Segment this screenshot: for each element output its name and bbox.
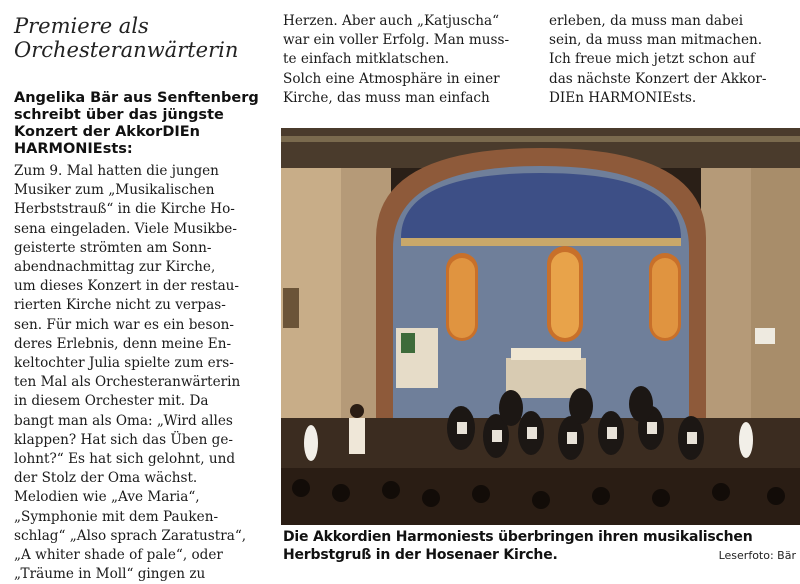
article-body-column-3: erleben, da muss man dabei sein, da muss man mitmachen. Ich freue mich jetzt schon auf das nächste Konzert der Akkor- DIEn HARMONIEsts.	[549, 13, 767, 106]
article-headline: Premiere als Orchesteranwärterin	[14, 14, 239, 62]
concert-photo	[281, 128, 800, 525]
article-body-column-2: Herzen. Aber auch „Katjuscha“ war ein voller Erfolg. Man muss- te einfach mitklatschen. Solch eine Atmosphäre in einer Kirche, das muss man einfach	[283, 13, 510, 106]
photo-caption: Die Akkordien Harmoniests überbringen ihren musikalischen Herbstgruß in der Hosenaer Kirche.	[283, 529, 753, 563]
article-body-column-1: Zum 9. Mal hatten die jungen Musiker zum „Musikalischen Herbststrauß“ in die Kirche Ho- sena eingeladen. Viele Musikbe- geisterte strömten am Sonn- abendnachmittag zur Kirche, um dieses Konzert in der restau- rierten Kirche nicht zu verpas- sen. Für mich war es ein beson- deres Erlebnis, denn meine En- keltochter Julia spielte zum ers- ten Mal als Orchesteranwärterin in diesem Orchester mit. Da bangt man als Oma: „Wird alles klappen? Hat sich das Üben ge- lohnt?“ Es hat sich gelohnt, und der Stolz der Oma wächst. Melodien wie „Ave Maria“, „Symphonie mit dem Pauken- schlag“ „Also sprach Zaratustra“, „A whiter shade of pale“, oder „Träume in Moll“ gingen zu	[14, 163, 247, 583]
photo-credit: Leserfoto: Bär	[718, 549, 796, 562]
article-lead: Angelika Bär aus Senftenberg schreibt über das jüngste Konzert der AkkorDIEn HARMONIEsts:	[14, 90, 259, 157]
